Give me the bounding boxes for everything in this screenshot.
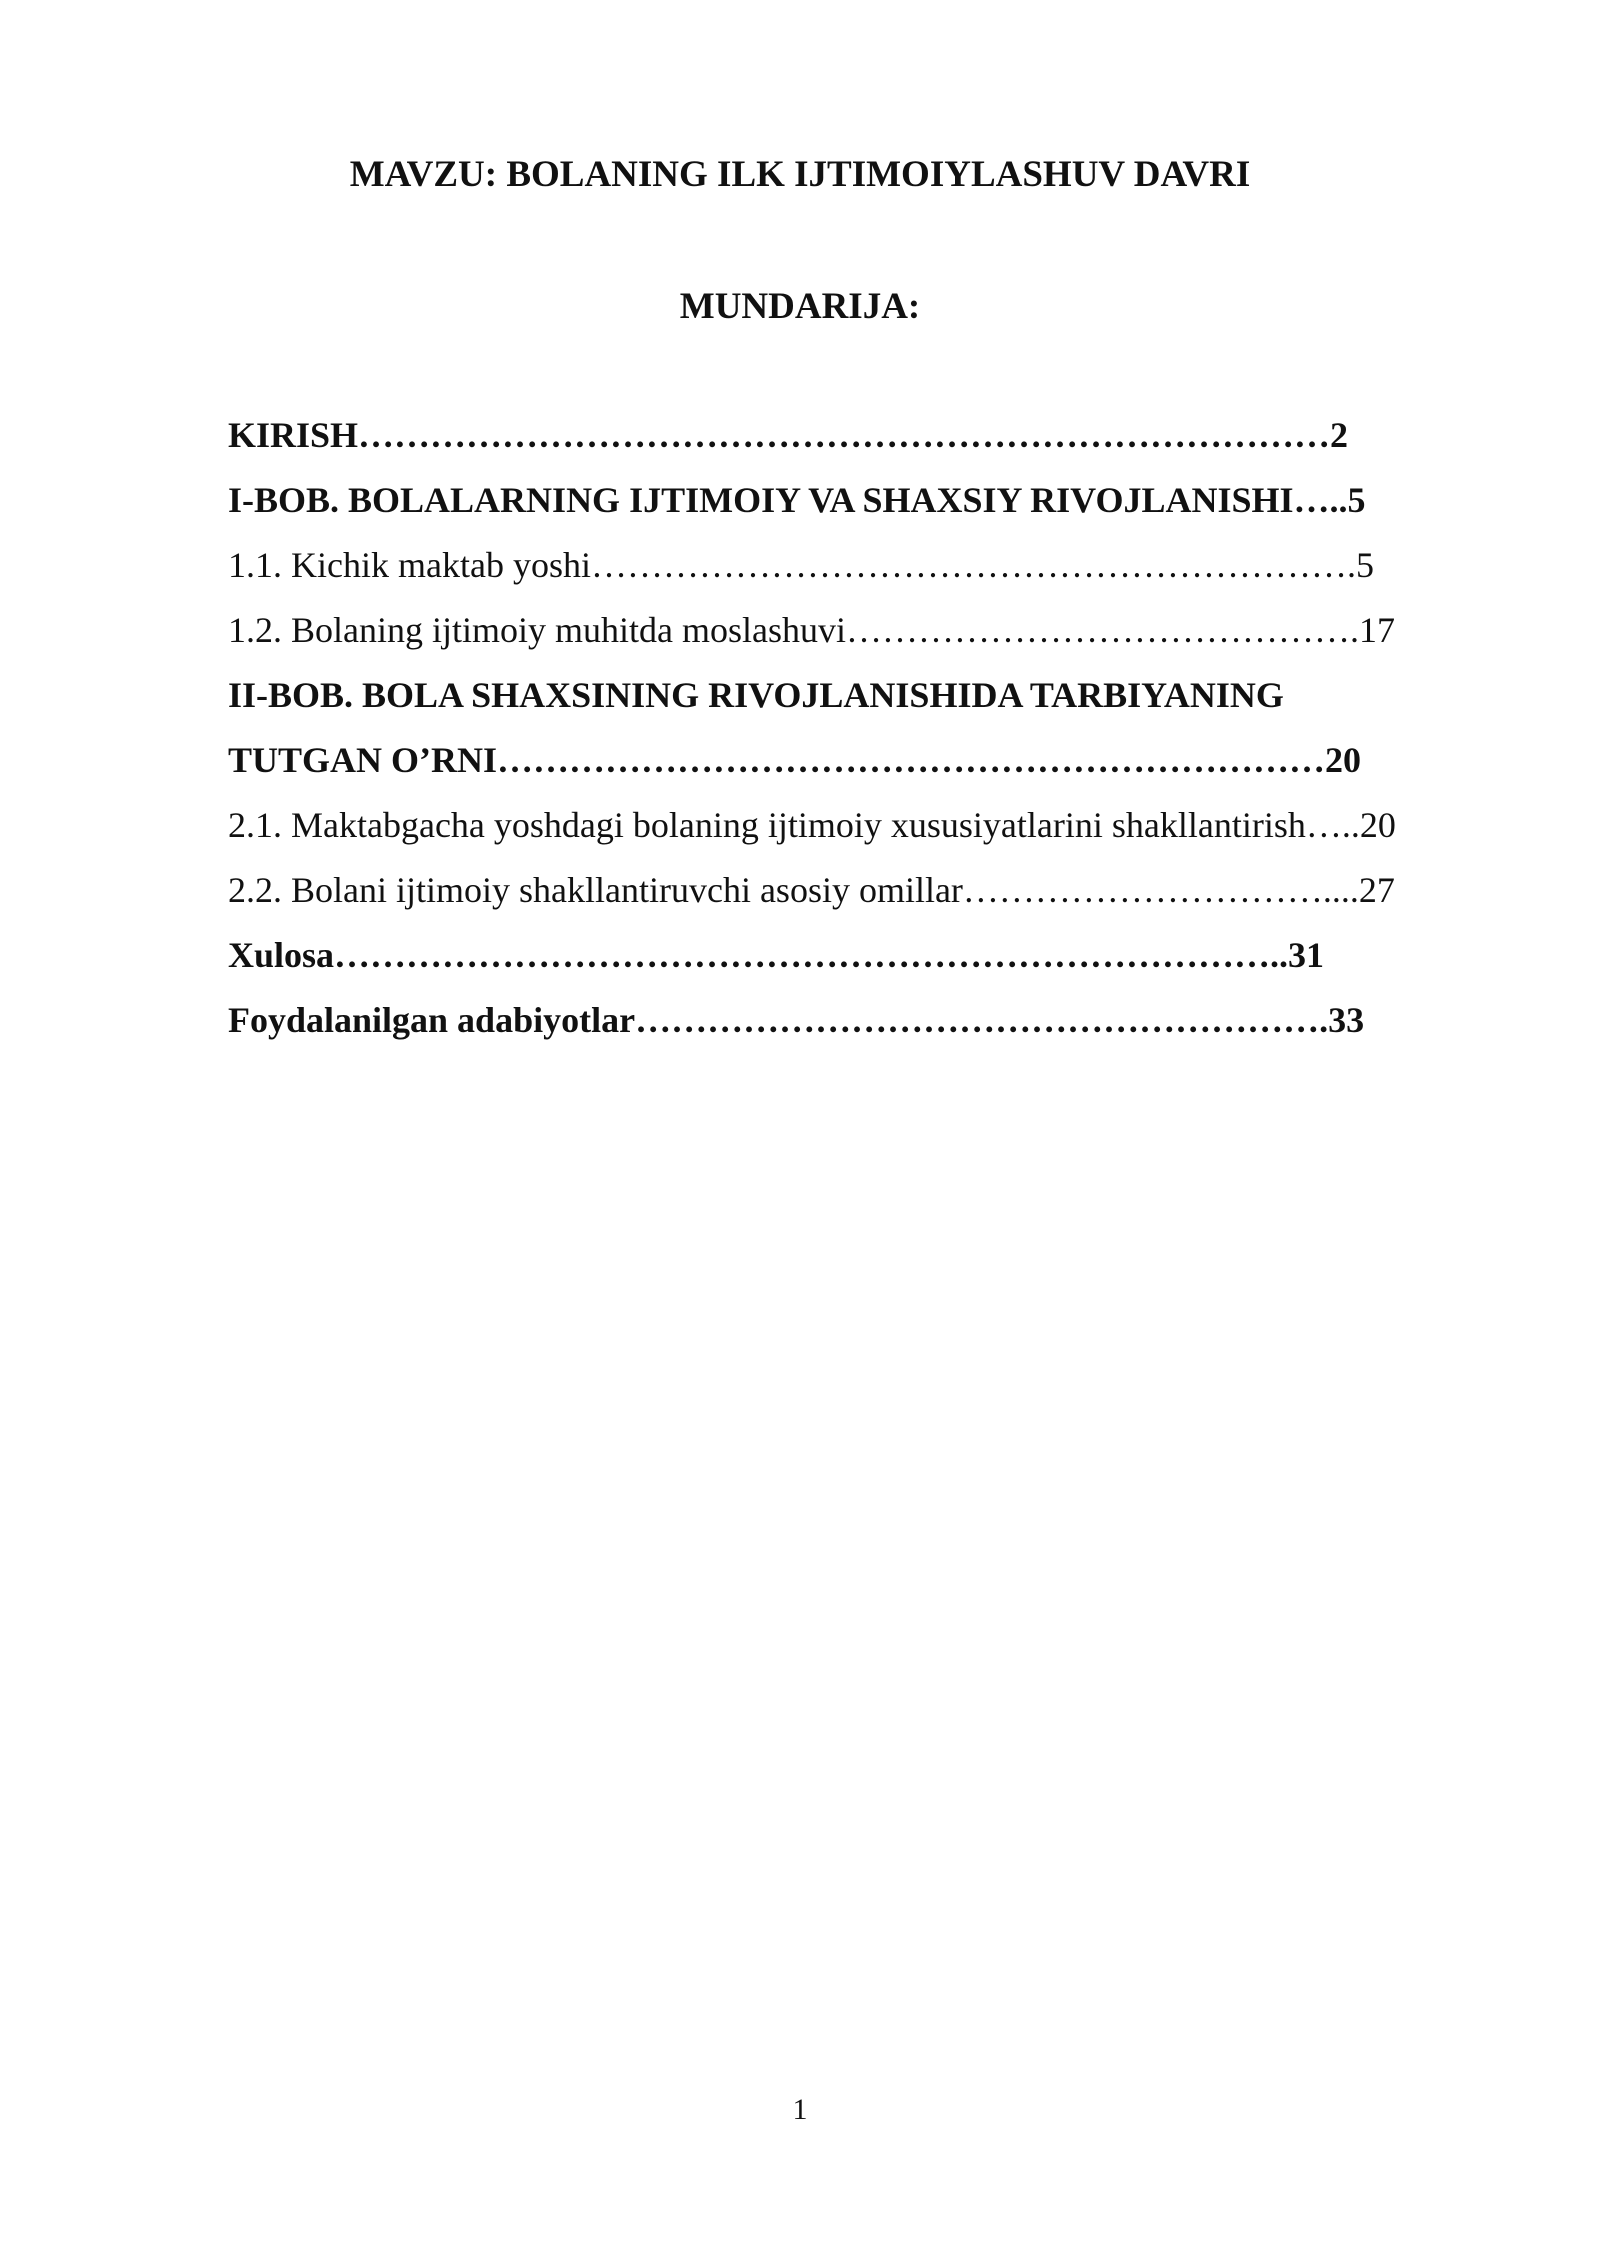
toc-entry-1-1: 1.1. Kichik maktab yoshi……………………………………………………….5 xyxy=(228,545,1374,585)
toc-entry-chapter-2-line-2: TUTGAN O’RNI……………………………………………………………20 xyxy=(228,740,1362,780)
toc-entry-references: Foydalanilgan adabiyotlar………………………………………………….33 xyxy=(228,1000,1365,1040)
document-title: MAVZU: BOLANING ILK IJTIMOIYLASHUV DAVRI xyxy=(349,154,1251,195)
toc-entry-2-1: 2.1. Maktabgacha yoshdagi bolaning ijtimoiy xususiyatlarini shakllantirish…..20 xyxy=(228,805,1396,845)
toc-entry-kirish: KIRISH………………………………………………………………………2 xyxy=(228,415,1349,455)
page-number: 1 xyxy=(792,2093,808,2126)
toc-entry-1-2: 1.2. Bolaning ijtimoiy muhitda moslashuvi…………………………………….17 xyxy=(228,610,1395,650)
toc-entry-2-2: 2.2. Bolani ijtimoiy shakllantiruvchi asosiy omillar…………………………....27 xyxy=(228,870,1395,910)
toc-heading: MUNDARIJA: xyxy=(679,286,921,327)
toc-entry-chapter-1: I-BOB. BOLALARNING IJTIMOIY VA SHAXSIY RIVOJLANISHI…..5 xyxy=(228,480,1366,520)
toc-entry-xulosa: Xulosa……………………………………………………………………..31 xyxy=(228,935,1325,975)
toc-entry-chapter-2-line-1: II-BOB. BOLA SHAXSINING RIVOJLANISHIDA TARBIYANING xyxy=(228,675,1284,715)
